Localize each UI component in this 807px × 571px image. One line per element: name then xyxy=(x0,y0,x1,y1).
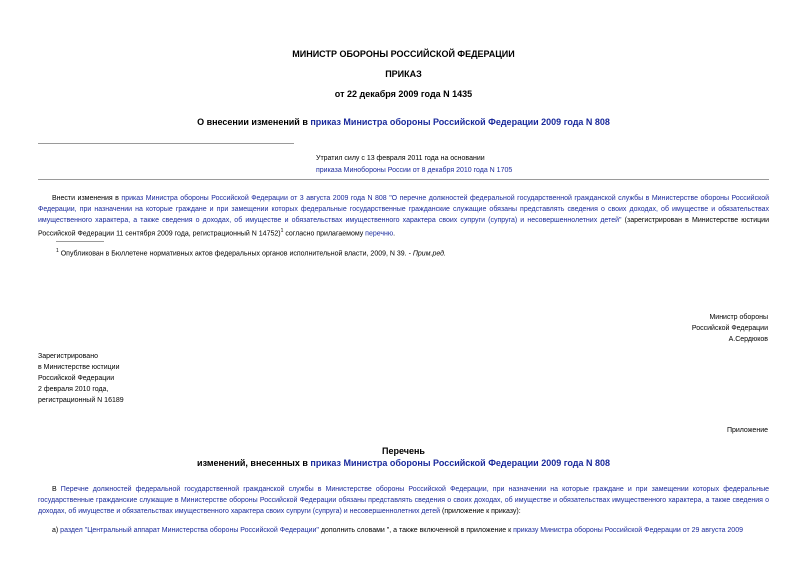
registration-line: в Министерстве юстиции xyxy=(38,364,120,371)
footnote-ref[interactable]: 1 xyxy=(280,228,284,234)
registration-line: 2 февраля 2010 года, xyxy=(38,386,109,393)
appendix-title: Перечень xyxy=(382,446,425,456)
divider-long xyxy=(38,179,769,180)
divider-short xyxy=(38,143,294,144)
order-808-link[interactable]: приказ Министра обороны Российской Федерации от 3 августа 2009 года N 808 "О перечне должностей федеральной государственной гражданской службы в Министерстве обороны Российской Федерации, при назначении на которые граждане и при замещении которых федеральные государственные гражданские служащие обязаны представлять сведения о своих доходах, об имуществе и обязательствах имущественного характера, а также сведения о доходах, об имуществе и обязательствах имущественного характера своих супруги (супруга) и несовершеннолетних детей" xyxy=(38,195,770,224)
document-date-number: от 22 декабря 2009 года N 1435 xyxy=(334,89,473,99)
appendix-item-a xyxy=(38,525,769,536)
signature-position: Министр обороны xyxy=(709,314,768,321)
document-type: ПРИКАЗ xyxy=(385,69,422,79)
item-a-middle: дополнить словами ", а также включенной в приложение к xyxy=(318,527,514,534)
appendix-subtitle xyxy=(0,458,807,468)
registration-block xyxy=(38,351,124,406)
p1-suffix: согласно прилагаемому xyxy=(283,230,366,238)
order-aug-29-link[interactable]: приказу Министра обороны Российской Федерации от 29 августа 2009 xyxy=(513,527,743,534)
footnote xyxy=(56,246,446,259)
signature-name: А.Сердюков xyxy=(728,336,768,343)
positions-list-link[interactable]: Перечне должностей федеральной государственной гражданской службы в Министерстве обороны Российской Федерации, при назначении на которые граждане и при замещении которых федеральные государственные гражданские служащие в Министерстве обороны Российской Федерации обязаны представлять сведения о своих доходах, об имуществе и обязательствах имущественного характера, а также сведения о доходах, об имуществе и обязательствах имущественного характера своих супруги (супруга) и несовершеннолетних детей xyxy=(38,486,769,515)
registration-line: регистрационный N 16189 xyxy=(38,397,124,404)
status-line: Утратил силу с 13 февраля 2011 года на основании xyxy=(316,155,485,162)
appendix-paragraph xyxy=(38,484,769,517)
registration-line: Зарегистрировано xyxy=(38,353,98,360)
item-a-prefix: а) xyxy=(52,527,61,534)
appendix-p1-suffix: (приложение к приказу): xyxy=(440,508,521,515)
list-link[interactable]: перечню xyxy=(365,230,394,238)
appendix-subtitle-prefix: изменений, внесенных в xyxy=(197,458,311,468)
signature-block xyxy=(560,312,768,345)
appendix-label: Приложение xyxy=(726,427,768,434)
subject-prefix: О внесении изменений в xyxy=(197,117,311,127)
p1-middle: (зарегистрирован в Министерстве юстиции Российской Федерации 11 сентября 2009 года, регистрационный N 14752) xyxy=(38,217,770,238)
document-subject xyxy=(0,117,807,127)
central-apparatus-link[interactable]: раздел "Центральный аппарат Министерства обороны Российской Федерации" xyxy=(60,527,319,534)
footnote-editor-note: Прим.ред. xyxy=(412,250,446,258)
p1-prefix: Внести изменения в xyxy=(52,195,122,202)
subject-link[interactable]: приказ Министра обороны Российской Федерации 2009 года N 808 xyxy=(310,117,610,127)
status-link[interactable]: приказа Минобороны России от 8 декабря 2010 года N 1705 xyxy=(316,167,513,174)
footnote-mark: 1 xyxy=(56,248,59,254)
appendix-p1-prefix: В xyxy=(52,486,61,493)
appendix-subtitle-link[interactable]: приказ Министра обороны Российской Федерации 2009 года N 808 xyxy=(310,458,610,468)
main-paragraph xyxy=(38,193,769,239)
p1-end: . xyxy=(393,230,396,238)
footnote-text: Опубликован в Бюллетене нормативных актов федеральных органов исполнительной власти, 2009, N 39. - xyxy=(58,250,413,258)
ministry-title: МИНИСТР ОБОРОНЫ РОССИЙСКОЙ ФЕДЕРАЦИИ xyxy=(292,49,515,59)
footnote-divider xyxy=(56,241,104,242)
signature-org: Российской Федерации xyxy=(691,325,768,332)
registration-line: Российской Федерации xyxy=(38,375,115,382)
